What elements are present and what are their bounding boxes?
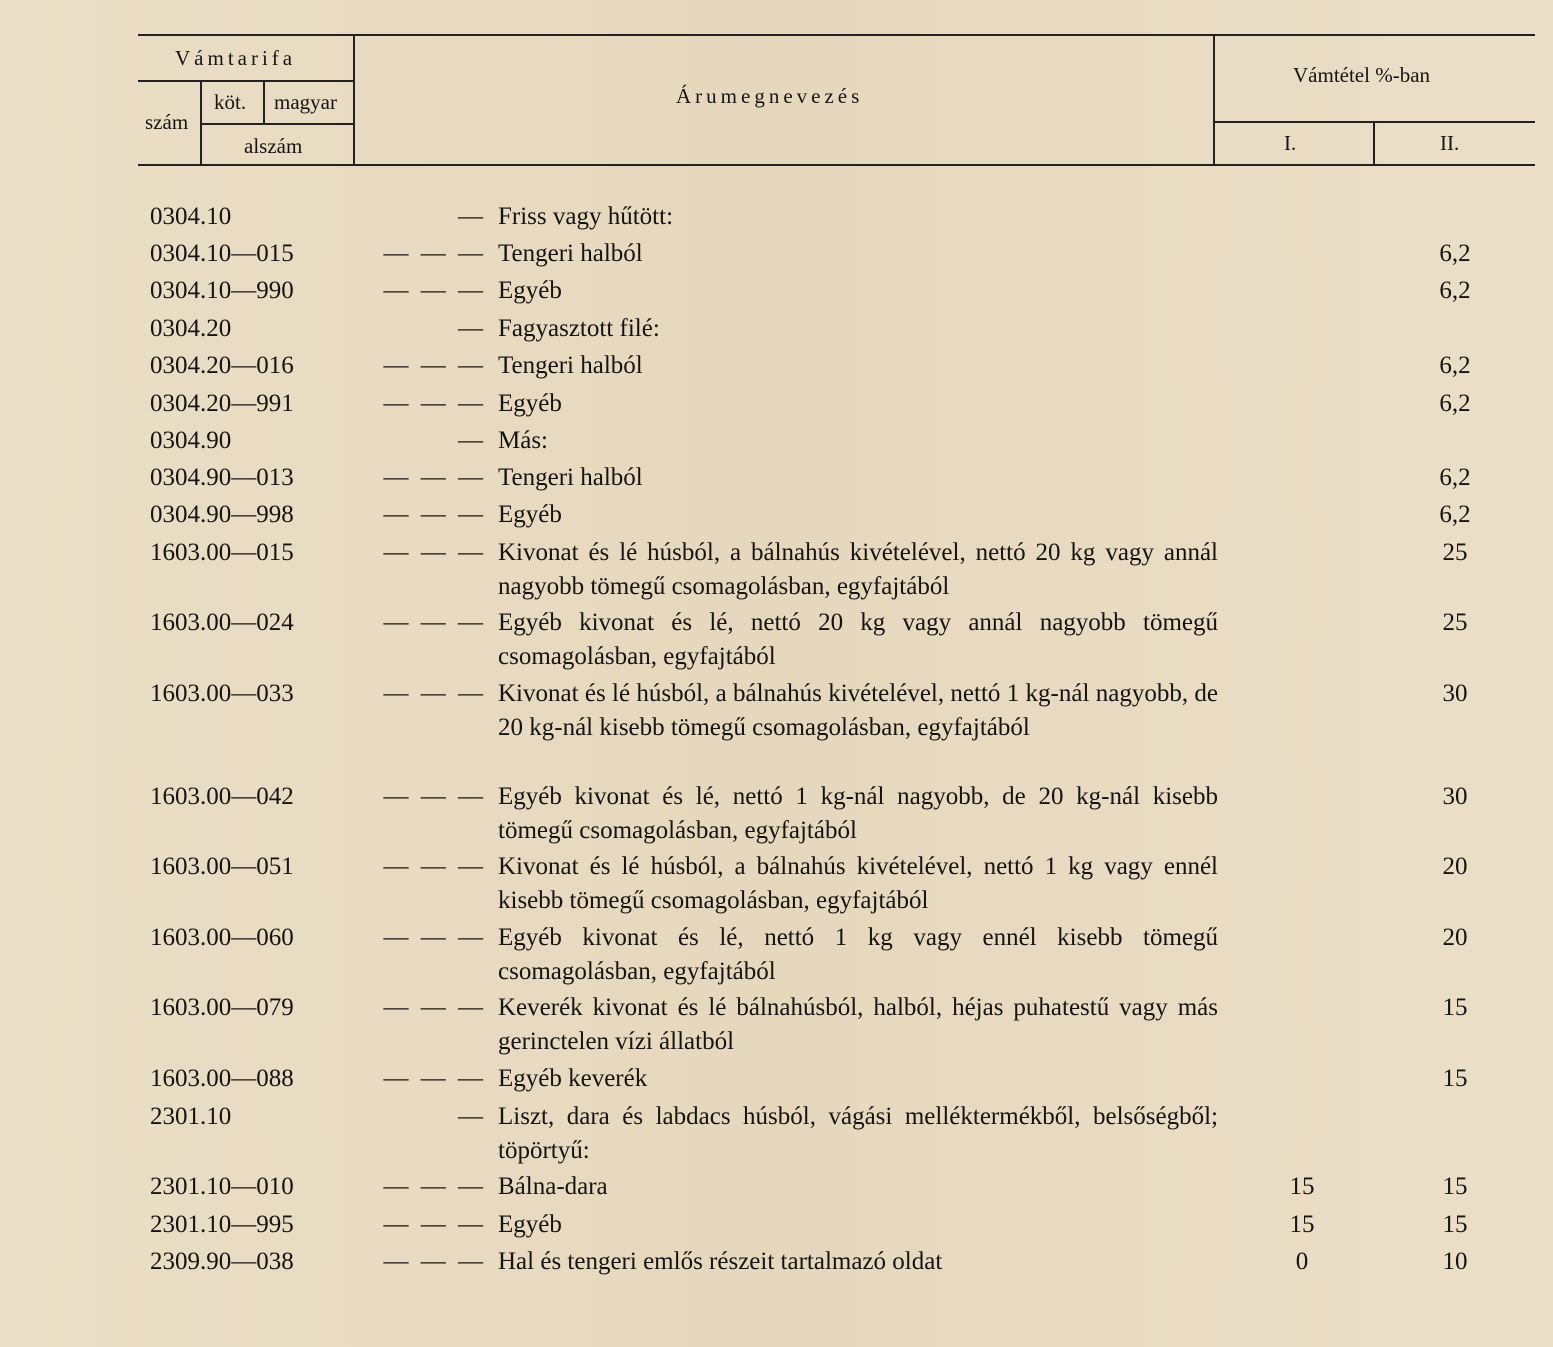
level-dashes: — — — [383,501,486,528]
level-dashes: — — — [383,352,486,379]
tariff-code: 1603.00—088 [150,1065,294,1092]
level-dashes: — — — [383,994,486,1021]
item-description: Liszt, dara és labdacs húsból, vágási melléktermékből, belsőségből; töpörtyű: [498,1103,1218,1164]
rate-ii: 20 [1442,924,1468,951]
item-description: Bálna-dara [498,1173,608,1200]
rate-ii: 15 [1442,994,1468,1021]
tariff-code: 1603.00—079 [150,994,294,1021]
item-description: Egyéb kivonat és lé, nettó 1 kg vagy ennél kisebb tömegű csomagolásban, egyfajtából [498,924,1218,985]
header-rule [200,123,354,125]
header-szam: szám [145,110,189,134]
level-dashes: — — — [383,464,486,491]
level-dashes: — [458,1103,486,1130]
header-divider [1213,34,1215,166]
header-col-i: I. [1284,131,1297,155]
tariff-code: 0304.90—013 [150,464,294,491]
item-description: Hal és tengeri emlős részeit tartalmazó oldat [498,1248,943,1275]
rate-i: 0 [1295,1248,1309,1275]
header-rule [138,80,354,82]
level-dashes: — — — [383,680,486,707]
item-description: Kivonat és lé húsból, a bálnahús kivételével, nettó 20 kg vagy annál nagyobb tömegű csomagolásban, egyfajtából [498,539,1218,600]
rate-ii: 25 [1442,539,1468,566]
tariff-code: 1603.00—024 [150,609,294,636]
rate-ii: 6,2 [1439,390,1471,417]
item-description: Egyéb [498,390,562,417]
level-dashes: — [458,203,486,230]
rate-ii: 6,2 [1439,501,1471,528]
tariff-code: 0304.20—991 [150,390,294,417]
header-alszam: alszám [244,134,303,158]
item-description: Más: [498,427,548,454]
header-magyar: magyar [274,90,337,114]
tariff-code: 0304.10 [150,203,232,230]
header-kot: köt. [214,90,247,114]
header-divider [200,80,202,166]
header-top-rule [138,34,1535,36]
item-description: Kivonat és lé húsból, a bálnahús kivételével, nettó 1 kg-nál nagyobb, de 20 kg-nál kisebb tömegű csomagolásban, egyfajtából [498,680,1218,741]
level-dashes: — [458,427,486,454]
rate-ii: 15 [1442,1173,1468,1200]
rate-i: 15 [1289,1211,1315,1238]
item-description: Friss vagy hűtött: [498,203,674,230]
item-description: Kivonat és lé húsból, a bálnahús kivételével, nettó 1 kg vagy ennél kisebb tömegű csomagolásban, egyfajtából [498,853,1218,914]
tariff-code: 0304.90—998 [150,501,294,528]
header-divider [263,80,265,124]
tariff-code: 0304.90 [150,427,232,454]
item-description: Egyéb keverék [498,1065,648,1092]
tariff-code: 2301.10—995 [150,1211,294,1238]
item-description: Fagyasztott filé: [498,315,660,342]
item-description: Keverék kivonat és lé bálnahúsból, halból, héjas puhatestű vagy más gerinctelen vízi állatból [498,994,1218,1055]
tariff-code: 0304.20 [150,315,232,342]
header-divider [1373,121,1375,166]
level-dashes: — — — [383,1173,486,1200]
level-dashes: — [458,315,486,342]
level-dashes: — — — [383,783,486,810]
rate-ii: 20 [1442,853,1468,880]
tariff-code: 2301.10—010 [150,1173,294,1200]
rate-ii: 10 [1442,1248,1468,1275]
tariff-code: 0304.10—015 [150,240,294,267]
item-description: Egyéb [498,277,562,304]
rate-ii: 30 [1442,783,1468,810]
tariff-code: 0304.20—016 [150,352,294,379]
level-dashes: — — — [383,277,486,304]
rate-ii: 6,2 [1439,277,1471,304]
tariff-code: 0304.10—990 [150,277,294,304]
header-divider [353,34,355,166]
item-description: Egyéb [498,501,562,528]
rate-ii: 6,2 [1439,464,1471,491]
rate-ii: 6,2 [1439,352,1471,379]
tariff-code: 1603.00—033 [150,680,294,707]
rate-ii: 15 [1442,1211,1468,1238]
level-dashes: — — — [383,1248,486,1275]
header-vamtarifa: Vámtarifa [175,46,297,70]
tariff-code: 2301.10 [150,1103,232,1130]
header-vamtetel: Vámtétel %-ban [1293,63,1431,87]
item-description: Tengeri halból [498,240,643,267]
tariff-code: 2309.90—038 [150,1248,294,1275]
level-dashes: — — — [383,924,486,951]
rate-ii: 6,2 [1439,240,1471,267]
rate-ii: 30 [1442,680,1468,707]
level-dashes: — — — [383,390,486,417]
header-col-ii: II. [1440,131,1460,155]
tariff-code: 1603.00—015 [150,539,294,566]
level-dashes: — — — [383,1211,486,1238]
item-description: Tengeri halból [498,352,643,379]
level-dashes: — — — [383,539,486,566]
rate-ii: 25 [1442,609,1468,636]
tariff-code: 1603.00—042 [150,783,294,810]
rate-ii: 15 [1442,1065,1468,1092]
item-description: Egyéb [498,1211,562,1238]
item-description: Egyéb kivonat és lé, nettó 1 kg-nál nagyobb, de 20 kg-nál kisebb tömegű csomagolásban, egyfajtából [498,783,1218,844]
rate-i: 15 [1289,1173,1315,1200]
level-dashes: — — — [383,240,486,267]
header-bottom-rule [138,164,1535,166]
level-dashes: — — — [383,609,486,636]
header-arumegnevezes: Árumegnevezés [676,84,864,108]
tariff-code: 1603.00—060 [150,924,294,951]
item-description: Tengeri halból [498,464,643,491]
level-dashes: — — — [383,1065,486,1092]
level-dashes: — — — [383,853,486,880]
item-description: Egyéb kivonat és lé, nettó 20 kg vagy annál nagyobb tömegű csomagolásban, egyfajtából [498,609,1218,670]
tariff-code: 1603.00—051 [150,853,294,880]
